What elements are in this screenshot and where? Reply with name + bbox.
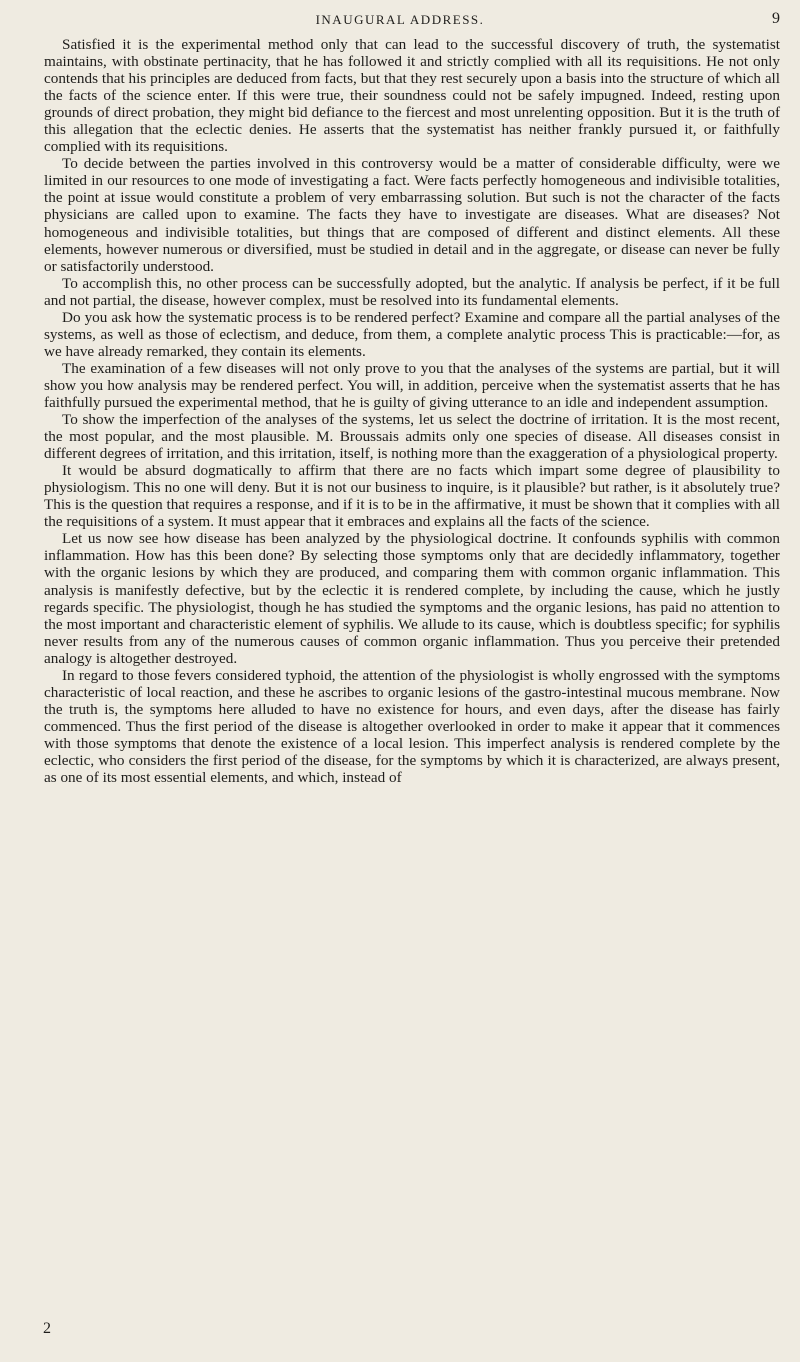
running-title: INAUGURAL ADDRESS.: [315, 12, 485, 27]
signature-mark: 2: [43, 1320, 51, 1337]
paragraph: The examination of a few diseases will not only prove to you that the analyses of the systems are partial, but it will show you how analysis may be rendered perfect. You will, in addition, perceive when the systematist asserts that he has faithfully pursued the experimental method, that he is guilty of giving utterance to an idle and independent assumption.: [44, 359, 780, 411]
running-head: [0, 10, 800, 30]
paragraph: Let us now see how disease has been analyzed by the physiological doctrine. It confounds syphilis with common inflammation. How has this been done? By selecting those symptoms only that are decidedly inflammatory, together with the organic lesions by which they are produced, and comparing them with common organic inflammation. This analysis is manifestly defective, but by the eclectic it is rendered complete, by including the cause, which he justly regards specific. The physiologist, though he has studied the symptoms and the organic lesions, has paid no attention to the most important and characteristic element of syphilis. We allude to its cause, which is doubtless specific; for syphilis never results from any of the numerous causes of common organic inflammation. Thus you perceive their pretended analogy is altogether destroyed.: [44, 530, 780, 667]
paragraph: To accomplish this, no other process can be successfully adopted, but the analytic. If analysis be perfect, if it be full and not partial, the disease, however complex, must be resolved into its fundamental elements.: [44, 274, 780, 309]
paragraph: It would be absurd dogmatically to affirm that there are no facts which impart some degree of plausibility to physiologism. This no one will deny. But it is not our business to inquire, is it plausible? but rather, is it absolutely true? This is the question that requires a response, and if it is to be in the affirmative, it must be shown that it complies with all the requisitions of a system. It must appear that it embraces and explains all the facts of the science.: [44, 462, 780, 531]
paragraph: Satisfied it is the experimental method only that can lead to the successful discovery of truth, the systematist maintains, with obstinate pertinacity, that he has followed it and strictly complied with all its requisitions. He not only contends that his principles are deduced from facts, but that they rest securely upon a basis into the structure of which all the facts of the science enter. If this were true, their soundness could not be safely impugned. Indeed, resting upon grounds of direct probation, they might bid defiance to the fiercest and most unrelenting opposition. But it is the truth of this allegation that the eclectic denies. He asserts that the systematist has neither frankly pursued it, or faithfully complied with its requisitions.: [44, 36, 780, 156]
paragraph: To decide between the parties involved in this controversy would be a matter of considerable difficulty, were we limited in our resources to one mode of investigating a fact. Were facts perfectly homogeneous and indivisible totalities, the point at issue would constitute a problem of very embarrassing solution. But such is not the character of the facts physicians are called upon to examine. The facts they have to investigate are diseases. What are diseases? Not homogeneous and indivisible totalities, but things that are composed of different and distinct elements. All these elements, however numerous or diversified, must be studied in detail and in the aggregate, or disease can never be fully or satisfactorily understood.: [44, 155, 780, 275]
paragraph: To show the imperfection of the analyses of the systems, let us select the doctrine of irritation. It is the most recent, the most popular, and the most plausible. M. Broussais admits only one species of disease. All diseases consist in different degrees of irritation, and this irritation, itself, is nothing more than the exaggeration of a physiological property.: [44, 411, 780, 463]
body-text: [44, 36, 780, 786]
paragraph: In regard to those fevers considered typhoid, the attention of the physiologist is wholly engrossed with the symptoms characteristic of local reaction, and these he ascribes to organic lesions of the gastro-intestinal mucous membrane. Now the truth is, the symptoms here alluded to have no existence for hours, and even days, after the disease has fairly commenced. Thus the first period of the disease is altogether overlooked in order to make it appear that it commences with those symptoms that denote the existence of a local lesion. This imperfect analysis is rendered complete by the eclectic, who considers the first period of the disease, for the symptoms by which it is characterized, are always present, as one of its most essential elements, and which, instead of: [44, 666, 780, 787]
paragraph: Do you ask how the systematic process is to be rendered perfect? Examine and compare all the partial analyses of the systems, as well as those of eclectism, and deduce, from them, a complete analytic process This is practicable:—for, as we have already remarked, they contain its elements.: [44, 308, 780, 360]
page-number: 9: [772, 10, 780, 27]
